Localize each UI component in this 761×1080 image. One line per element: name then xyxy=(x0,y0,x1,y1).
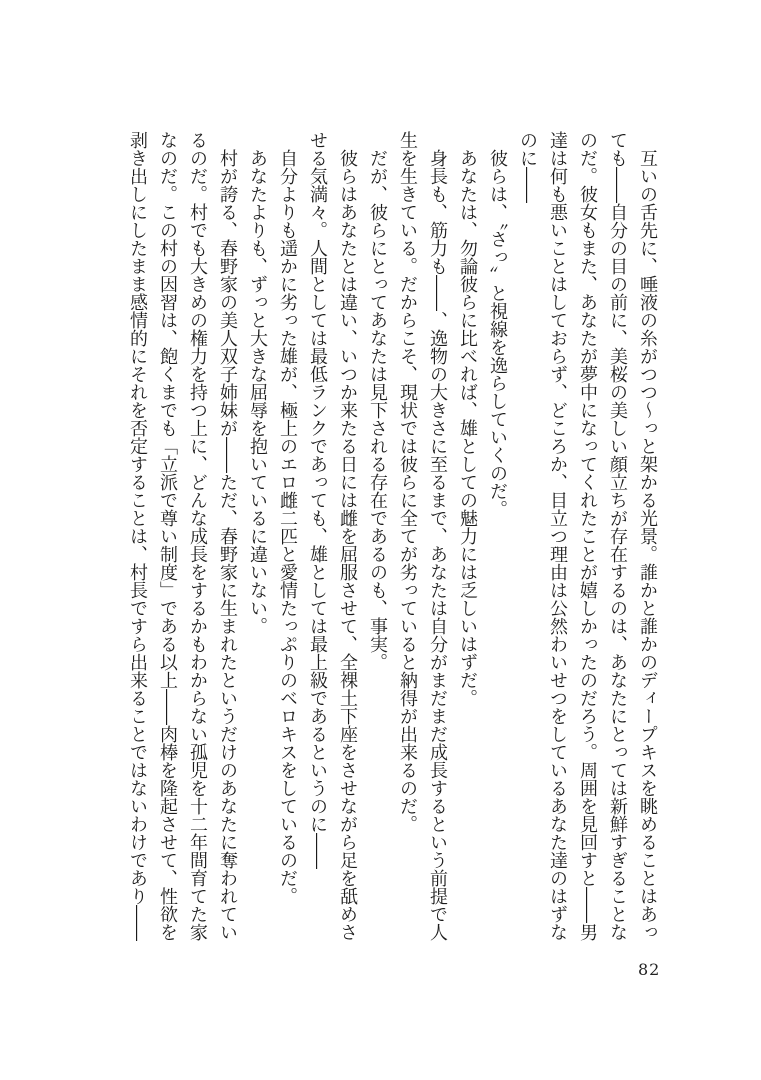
paragraph: あなたは、勿論彼らに比べれば、雄としての魅力には乏しいはずだ。 xyxy=(457,149,478,707)
paragraph: 身長も、筋力も――、逸物の大きさに至るまで、あなたは自分がまだまだ成長するという前提で人生を生きている。だからこそ、現状では彼らに全てが劣っていると納得が出来るのだ。 xyxy=(397,131,448,941)
paragraph: だが、彼らにとってあなたは見下される存在であるのも、事実。 xyxy=(367,149,388,671)
paragraph: あなたよりも、ずっと大きな屈辱を抱いているに違いない。 xyxy=(247,149,268,635)
page-number: 82 xyxy=(638,960,661,979)
paragraph: 自分よりも遥かに劣った雄が、極上のエロ雌二匹と愛情たっぷりのベロキスをしているのだ。 xyxy=(277,149,298,905)
body-text xyxy=(120,131,662,945)
paragraph: 互いの舌先に、唾液の糸がつつ～っと架かる光景。誰かと誰かのディープキスを眺めることはあっても――自分の目の前に、美桜の美しい顔立ちが存在するのは、あなたにとっては新鮮すぎることなのだ。彼女もまた、あなたが夢中になってくれたことが嬉しかったのだろう。周囲を見回すと――男達は何も悪いことはしておらず、どころか、目立つ理由は公然わいせつをしているあなた達のはずなのに―― xyxy=(517,131,658,941)
paragraph: 彼らは、〝さっ〟と視線を逸らしていくのだ。 xyxy=(487,149,508,518)
paragraph: 村が誇る、春野家の美人双子姉妹が――ただ、春野家に生まれたというだけのあなたに奪われているのだ。村でも大きめの権力を持つ上に、どんな成長をするかもわからない孤児を十二年間育てた家なのだ。この村の因習は、飽くまでも「立派で尊い制度」である以上――肉棒を隆起させて、性欲を剥き出しにしたまま感情的にそれを否定することは、村長ですら出来ることではないわけであり―― xyxy=(127,131,238,941)
paragraph: 彼らはあなたとは違い、いつか来たる日には雌を屈服させて、全裸土下座をさせながら足を舐めさせる気満々。人間としては最低ランクであっても、雄としては最上級であるというのに―― xyxy=(307,131,358,941)
